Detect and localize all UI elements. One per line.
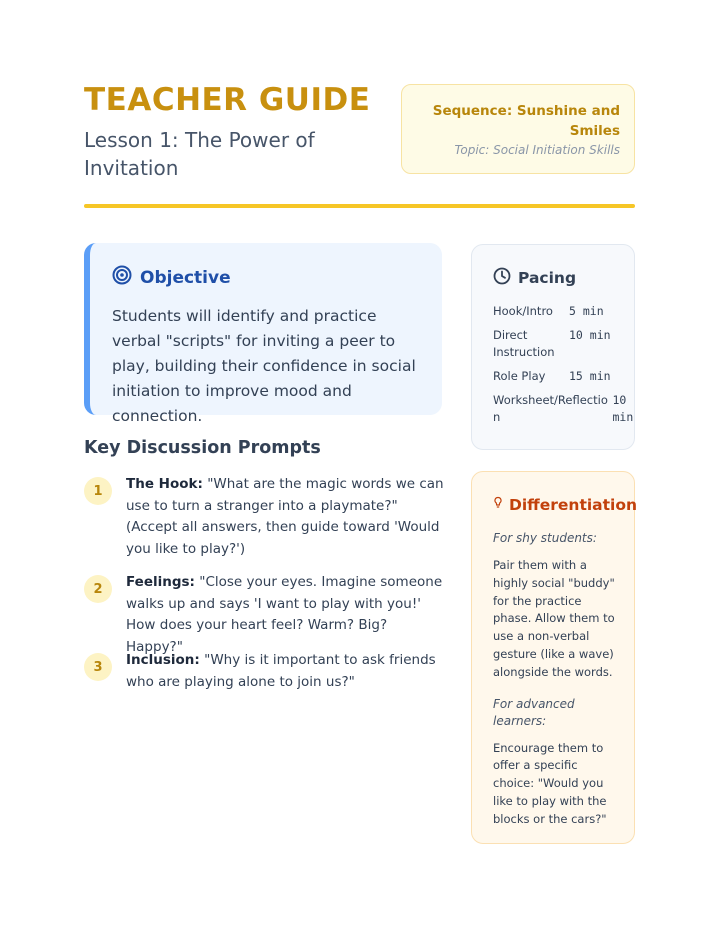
pacing-label: Role Play xyxy=(493,369,546,383)
prompt-label: Feelings: xyxy=(126,574,195,590)
header-divider xyxy=(84,204,635,208)
pacing-value: 10 min xyxy=(569,328,611,342)
advanced-learners-label: For advanced learners: xyxy=(493,696,575,728)
target-icon xyxy=(112,265,132,290)
list-item xyxy=(84,572,444,658)
lightbulb-icon xyxy=(493,496,503,514)
list-item xyxy=(84,474,444,560)
advanced-learners-text: Encourage them to offer a specific choice: "Would you like to play with the blocks or the cars?" xyxy=(493,740,607,826)
pacing-value: 15 min xyxy=(569,369,611,383)
prompts-heading: Key Discussion Prompts xyxy=(84,438,321,458)
prompt-number: 1 xyxy=(84,477,112,505)
prompt-text: "Why is it important to ask friends who are playing alone to join us?" xyxy=(126,652,436,690)
pacing-row xyxy=(493,303,634,320)
prompt-text: "What are the magic words we can use to turn a stranger into a playmate?" (Accept all answers, then guide toward 'Would you like to play?') xyxy=(126,476,444,557)
differentiation-card xyxy=(471,471,638,844)
pacing-row xyxy=(493,368,634,385)
shy-students-label: For shy students: xyxy=(493,531,597,545)
pacing-row xyxy=(493,392,634,426)
pacing-label: Hook/Intro xyxy=(493,304,553,318)
pacing-label: Worksheet/Reflection xyxy=(493,393,608,424)
differentiation-heading: Differentiation xyxy=(509,496,638,514)
objective-heading: Objective xyxy=(140,267,231,288)
pacing-heading: Pacing xyxy=(518,269,577,287)
pacing-label: Direct Instruction xyxy=(493,328,555,359)
clock-icon xyxy=(493,267,511,289)
sequence-name: Sequence: Sunshine and Smiles xyxy=(432,103,620,139)
list-item xyxy=(84,650,444,693)
objective-card xyxy=(84,243,442,425)
prompt-number: 3 xyxy=(84,653,112,681)
pacing-card xyxy=(471,244,635,450)
pacing-value: 10 min xyxy=(612,393,634,424)
objective-text: Students will identify and practice verbal "scripts" for inviting a peer to play, building their confidence in social initiation to improve mood and connection. xyxy=(112,307,416,425)
sequence-topic: Topic: Social Initiation Skills xyxy=(454,143,620,157)
prompt-label: The Hook: xyxy=(126,476,203,492)
prompt-text: "Close your eyes. Imagine someone walks up and says 'I want to play with you!' How does your heart feel? Warm? Big? Happy?" xyxy=(126,574,443,655)
pacing-row xyxy=(493,327,634,361)
prompt-number: 2 xyxy=(84,575,112,603)
prompt-label: Inclusion: xyxy=(126,652,200,668)
shy-students-text: Pair them with a highly social "buddy" for the practice phase. Allow them to use a non-verbal gesture (like a wave) alongside the words. xyxy=(493,558,615,679)
lesson-title: Lesson 1: The Power of Invitation xyxy=(84,128,315,180)
sequence-card xyxy=(401,84,635,174)
pacing-value: 5 min xyxy=(569,304,604,318)
page-title: TEACHER GUIDE xyxy=(84,82,371,118)
